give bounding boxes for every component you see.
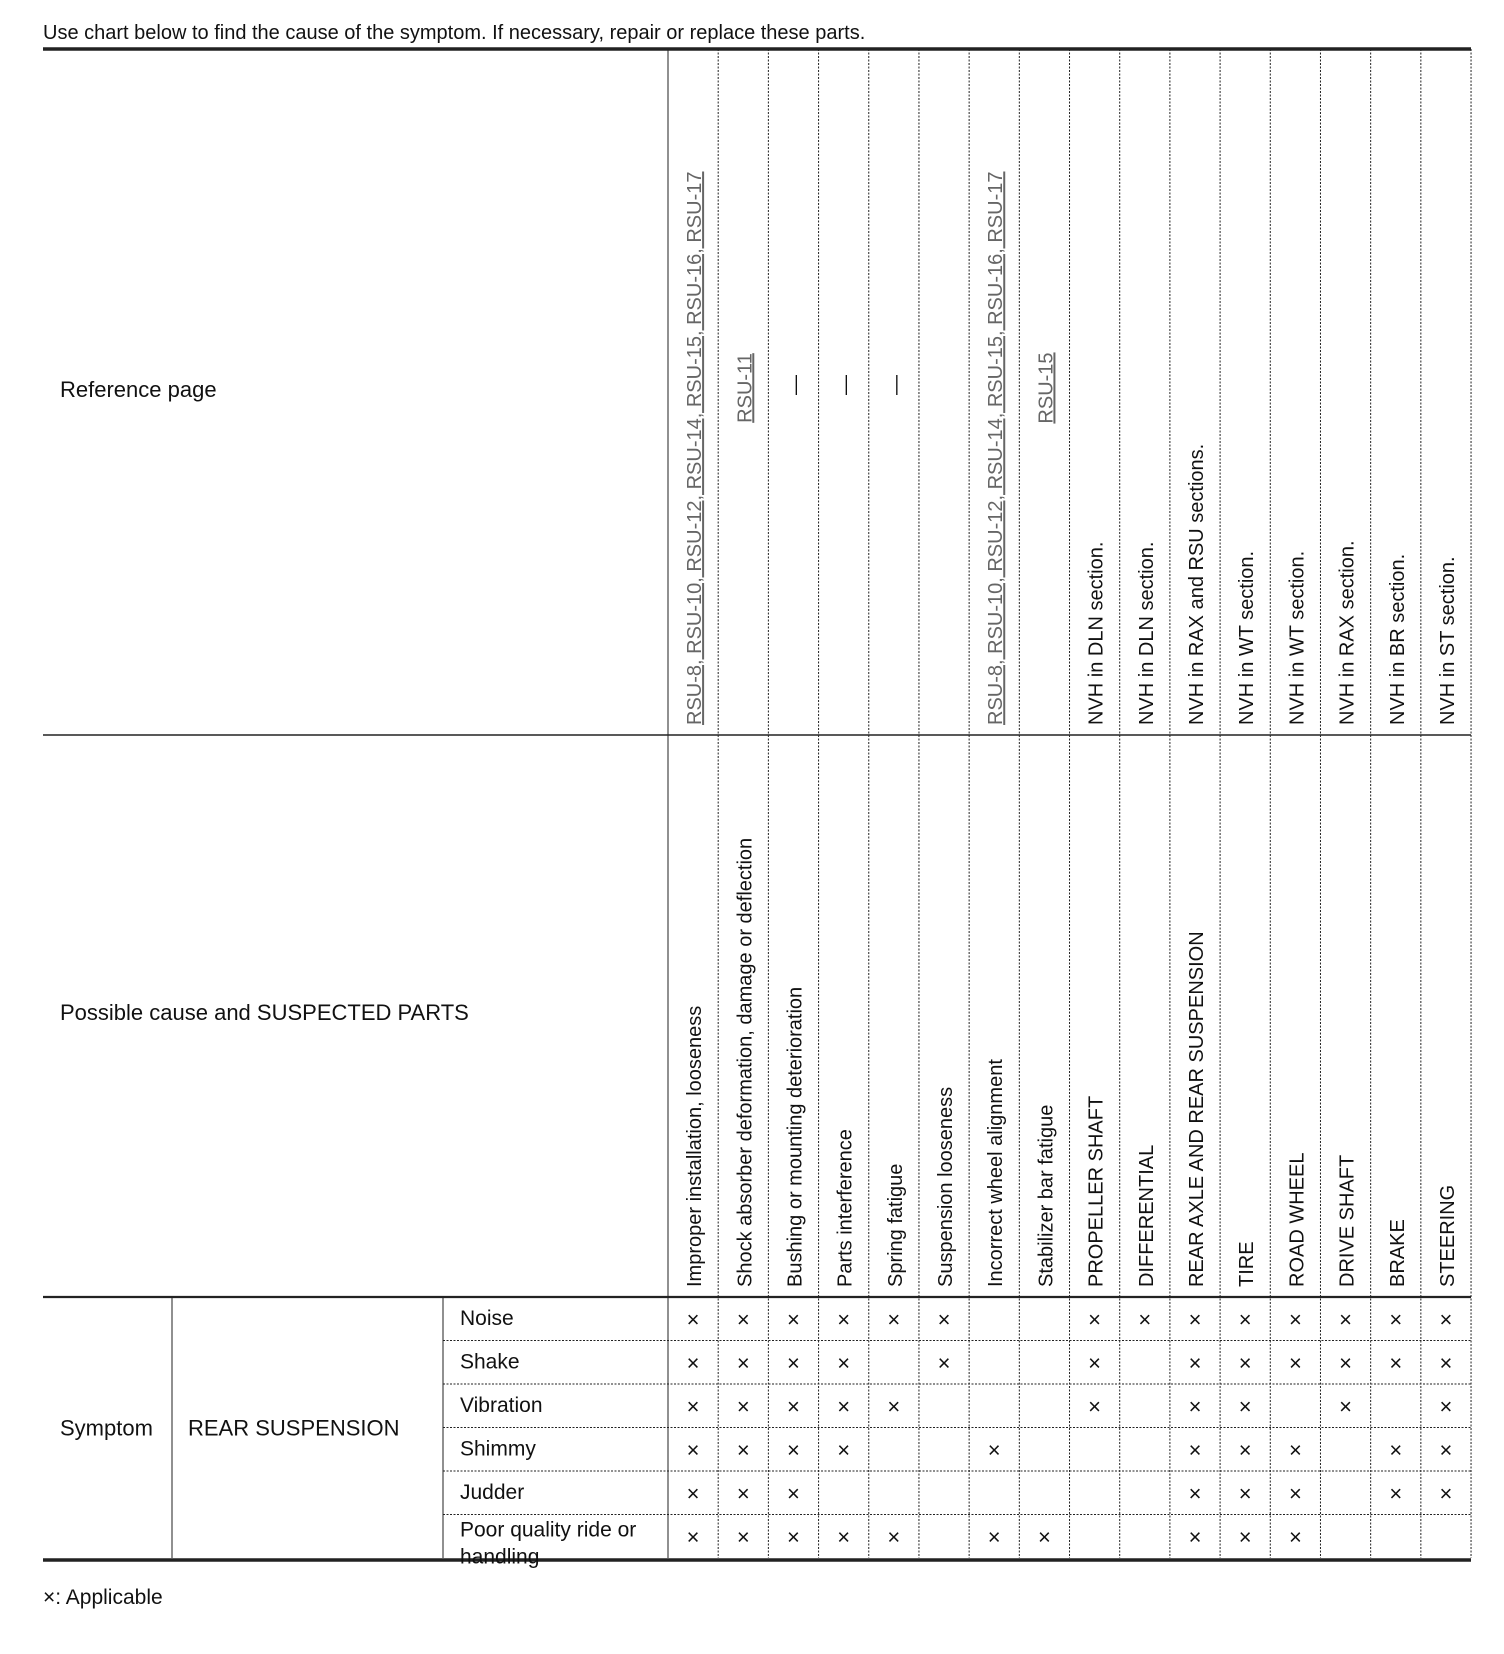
applicable-mark: ×: [1389, 1307, 1403, 1332]
reference-page-5: —: [884, 375, 907, 395]
applicable-mark: ×: [1188, 1307, 1202, 1332]
suspected-part-8: Stabilizer bar fatigue: [1035, 1104, 1058, 1287]
suspected-part-10: DIFFERENTIAL: [1135, 1144, 1158, 1287]
applicable-mark: ×: [1238, 1307, 1252, 1332]
symptom-2: Shake: [460, 1350, 520, 1374]
intro-text: Use chart below to find the cause of the symptom. If necessary, repair or replace these parts.: [43, 22, 866, 44]
applicable-mark: ×: [1188, 1394, 1202, 1419]
applicable-mark: ×: [1439, 1394, 1453, 1419]
symptom-3: Vibration: [460, 1394, 543, 1417]
group-label: REAR SUSPENSION: [188, 1415, 400, 1441]
applicable-mark: ×: [887, 1307, 901, 1332]
reference-page-11: NVH in RAX and RSU sections.: [1185, 443, 1208, 725]
reference-page-9: NVH in DLN section.: [1085, 541, 1108, 725]
applicable-mark: ×: [837, 1307, 851, 1332]
applicable-mark: ×: [1339, 1307, 1352, 1332]
applicable-mark: ×: [1288, 1481, 1302, 1506]
applicable-mark: ×: [736, 1481, 750, 1506]
applicable-mark: ×: [787, 1307, 800, 1332]
applicable-mark: ×: [987, 1524, 1001, 1550]
reference-page-12: NVH in WT section.: [1236, 550, 1259, 725]
applicable-mark: ×: [787, 1394, 800, 1419]
applicable-mark: ×: [1088, 1307, 1102, 1332]
suspected-part-14: DRIVE SHAFT: [1336, 1154, 1359, 1287]
reference-page-7: RSU-8, RSU-10, RSU-12, RSU-14, RSU-15, RSU-16, RSU-17: [985, 171, 1008, 725]
reference-page-3: —: [784, 375, 807, 395]
applicable-mark: ×: [1288, 1437, 1302, 1463]
suspected-part-13: ROAD WHEEL: [1286, 1152, 1309, 1287]
applicable-mark: ×: [1238, 1437, 1252, 1463]
footnote-legend: ×: Applicable: [43, 1586, 163, 1609]
applicable-mark: ×: [686, 1307, 700, 1332]
suspected-part-5: Spring fatigue: [884, 1163, 907, 1287]
applicable-mark: ×: [837, 1524, 851, 1550]
reference-page-label: Reference page: [60, 377, 217, 402]
applicable-mark: ×: [937, 1307, 951, 1332]
suspected-part-3: Bushing or mounting deterioration: [784, 986, 807, 1287]
reference-page-8: RSU-15: [1035, 352, 1058, 424]
applicable-mark: ×: [787, 1524, 800, 1550]
applicable-mark: ×: [686, 1437, 700, 1463]
applicable-mark: ×: [837, 1394, 851, 1419]
applicable-mark: ×: [1288, 1524, 1302, 1550]
applicable-mark: ×: [1439, 1437, 1453, 1463]
applicable-mark: ×: [1288, 1350, 1302, 1376]
applicable-mark: ×: [736, 1524, 750, 1550]
symptom-5: Judder: [460, 1481, 525, 1504]
applicable-mark: ×: [1088, 1350, 1102, 1376]
applicable-mark: ×: [1088, 1394, 1102, 1419]
applicable-mark: ×: [686, 1394, 700, 1419]
applicable-mark: ×: [1439, 1307, 1453, 1332]
applicable-mark: ×: [987, 1437, 1001, 1463]
applicable-mark: ×: [937, 1350, 951, 1376]
symptom-4: Shimmy: [460, 1437, 536, 1461]
suspected-part-1: Improper installation, looseness: [684, 1005, 707, 1287]
applicable-mark: ×: [1389, 1437, 1403, 1463]
applicable-mark: ×: [1188, 1437, 1202, 1463]
possible-cause-label: Possible cause and SUSPECTED PARTS: [60, 1000, 469, 1025]
applicable-mark: ×: [736, 1307, 750, 1332]
suspected-part-12: TIRE: [1236, 1241, 1259, 1287]
applicable-mark: ×: [1439, 1481, 1453, 1506]
reference-page-4: —: [834, 375, 857, 395]
reference-page-15: NVH in BR section.: [1386, 553, 1409, 725]
applicable-mark: ×: [686, 1524, 700, 1550]
applicable-mark: ×: [1389, 1350, 1403, 1376]
applicable-mark: ×: [837, 1350, 851, 1376]
suspected-part-11: REAR AXLE AND REAR SUSPENSION: [1185, 931, 1208, 1287]
applicable-mark: ×: [1037, 1524, 1051, 1550]
applicable-mark: ×: [686, 1350, 700, 1376]
applicable-mark: ×: [1439, 1350, 1453, 1376]
suspected-part-15: BRAKE: [1386, 1219, 1409, 1287]
applicable-mark: ×: [1188, 1350, 1202, 1376]
reference-page-2: RSU-11: [734, 353, 757, 423]
applicable-mark: ×: [1238, 1394, 1252, 1419]
suspected-part-2: Shock absorber deformation, damage or deflection: [734, 837, 757, 1287]
applicable-mark: ×: [1188, 1524, 1202, 1550]
applicable-mark: ×: [736, 1394, 750, 1419]
applicable-mark: ×: [1238, 1481, 1252, 1506]
suspected-part-7: Incorrect wheel alignment: [985, 1059, 1008, 1287]
applicable-mark: ×: [736, 1437, 750, 1463]
suspected-part-4: Parts interference: [834, 1129, 857, 1287]
suspected-part-6: Suspension looseness: [935, 1086, 958, 1287]
symptom-label: Symptom: [60, 1415, 153, 1441]
applicable-mark: ×: [837, 1437, 851, 1463]
reference-page-14: NVH in RAX section.: [1336, 540, 1359, 725]
applicable-mark: ×: [1238, 1350, 1252, 1376]
reference-page-16: NVH in ST section.: [1436, 556, 1459, 725]
applicable-mark: ×: [887, 1394, 901, 1419]
applicable-mark: ×: [787, 1481, 800, 1506]
reference-page-10: NVH in DLN section.: [1135, 541, 1158, 725]
applicable-mark: ×: [1339, 1394, 1352, 1419]
applicable-mark: ×: [787, 1437, 800, 1463]
applicable-mark: ×: [787, 1350, 800, 1376]
reference-page-13: NVH in WT section.: [1286, 550, 1309, 725]
suspected-part-9: PROPELLER SHAFT: [1085, 1095, 1108, 1287]
applicable-mark: ×: [1339, 1350, 1352, 1376]
applicable-mark: ×: [887, 1524, 901, 1550]
suspected-part-16: STEERING: [1436, 1184, 1459, 1287]
applicable-mark: ×: [1389, 1481, 1403, 1506]
applicable-mark: ×: [1188, 1481, 1202, 1506]
symptom-1: Noise: [460, 1307, 514, 1330]
applicable-mark: ×: [736, 1350, 750, 1376]
reference-page-1: RSU-8, RSU-10, RSU-12, RSU-14, RSU-15, RSU-16, RSU-17: [684, 171, 707, 725]
applicable-mark: ×: [1288, 1307, 1302, 1332]
applicable-mark: ×: [1238, 1524, 1252, 1550]
applicable-mark: ×: [1138, 1307, 1152, 1332]
symptom-6: Poor quality ride or handling: [460, 1518, 637, 1569]
applicable-mark: ×: [686, 1481, 700, 1506]
